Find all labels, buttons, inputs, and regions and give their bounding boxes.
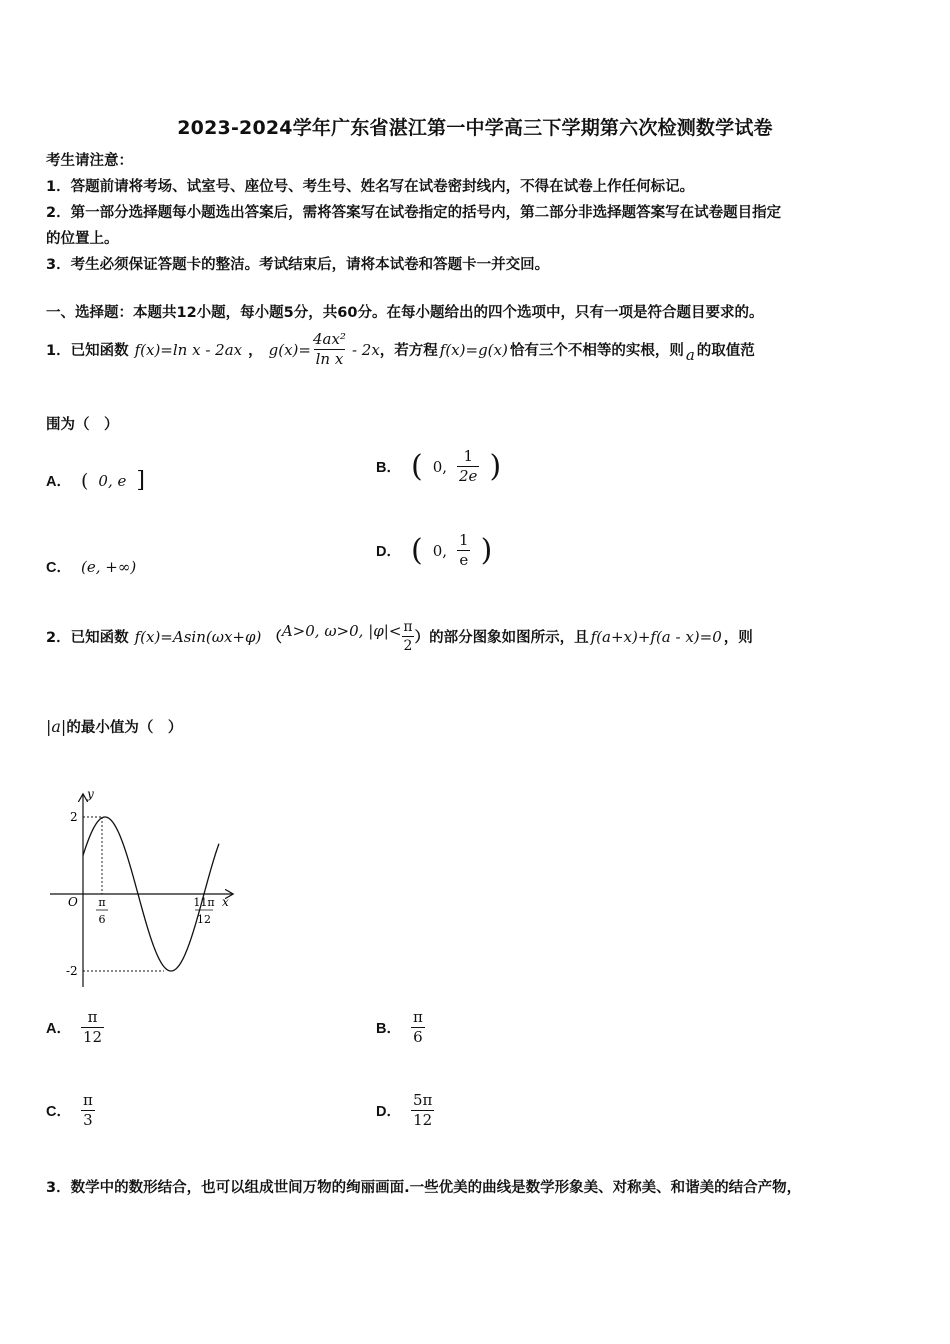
q1-option-a[interactable]: A． ( 0, e ] — [46, 468, 145, 493]
question-2-line1: 2． 已知函数 f(x)=Asin(ωx+φ) （ A>0, ω>0, |φ|< $\frac{\pi}{2}$ ）的部分图象如图所示，且 f(a+x)+f(a - x)=0 ，则 — [46, 619, 753, 654]
notice-item: 2．第一部分选择题每小题选出答案后，需将答案写在试卷指定的括号内，第二部分非选择题答案写在试卷题目指定 — [46, 205, 782, 221]
question-number: 2． — [46, 630, 71, 646]
q2-option-a[interactable]: A． $\frac{\pi}{12}$ — [46, 1008, 103, 1046]
notice-item: 1．答题前请将考场、试室号、座位号、考生号、姓名写在试卷密封线内，不得在试卷上作任何标记。 — [46, 179, 695, 195]
question-1-line2: 围为（ ） — [46, 417, 119, 433]
q2-option-c[interactable]: C． $\frac{\pi}{3}$ — [46, 1091, 93, 1129]
notice-block — [46, 148, 781, 278]
question-number: 3． — [46, 1180, 71, 1196]
equation: f(x)=g(x) — [439, 340, 508, 359]
q1-option-c[interactable]: C． (e, +∞) — [46, 557, 137, 576]
y-max-label: 2 — [70, 810, 78, 824]
condition: A>0, ω>0, |φ|< — [281, 621, 402, 640]
x-label: x — [222, 895, 229, 909]
sine-graph — [40, 782, 245, 997]
question-2-line2: |a| 的最小值为（ ） — [46, 717, 183, 736]
notice-item: 的位置上。 — [46, 231, 119, 247]
page-title: 2023-2024学年广东省湛江第一中学高三下学期第六次检测数学试卷 — [177, 117, 773, 139]
tick1-num: π — [98, 896, 106, 909]
tick2-num: 11π — [193, 896, 215, 909]
tick1-den: 6 — [98, 913, 106, 926]
notice-item: 3．考生必须保证答题卡的整洁。考试结束后，请将本试卷和答题卡一并交回。 — [46, 257, 550, 273]
question-number: 1． — [46, 343, 71, 359]
equation: f(a+x)+f(a - x)=0 — [590, 627, 722, 646]
q2-option-d[interactable]: D． $\frac{5\pi}{12}$ — [376, 1091, 433, 1129]
f-definition: f(x)=Asin(ωx+φ) — [134, 627, 262, 646]
q1-option-b[interactable]: B． ( 0, $\frac{1}{2e}$ ) — [376, 447, 502, 485]
q2-option-b[interactable]: B． $\frac{\pi}{6}$ — [376, 1008, 423, 1046]
f-definition: f(x)=ln x - 2ax — [134, 340, 243, 359]
question-1-line1: 1． 已知函数 f(x)=ln x - 2ax ， g(x)= $\frac{\text{4ax²}}{\text{ln x}}$ - 2x ，若方程 f(x)=g(x) 恰有三个不相等的实根，则 a 的取值范 — [46, 330, 755, 368]
variable-a: a — [685, 345, 695, 364]
section-heading: 一、选择题：本题共12小题，每小题5分，共60分。在每小题给出的四个选项中，只有一项是符合题目要求的。 — [46, 305, 764, 321]
abs-a: |a| — [46, 717, 67, 736]
notice-heading: 考生请注意： — [46, 153, 133, 169]
tick2-den: 12 — [197, 913, 211, 926]
q1-option-d[interactable]: D． ( 0, $\frac{1}{e}$ ) — [376, 531, 493, 569]
question-3-line1: 3．数学中的数形结合，也可以组成世间万物的绚丽画面.一些优美的曲线是数学形象美、对称美、和谐美的结合产物， — [46, 1180, 802, 1196]
origin-label: O — [68, 895, 78, 909]
y-min-label: -2 — [66, 964, 78, 978]
g-fraction: $\frac{\text{4ax²}}{\text{ln x}}$ — [312, 330, 346, 368]
y-label: y — [87, 787, 94, 801]
